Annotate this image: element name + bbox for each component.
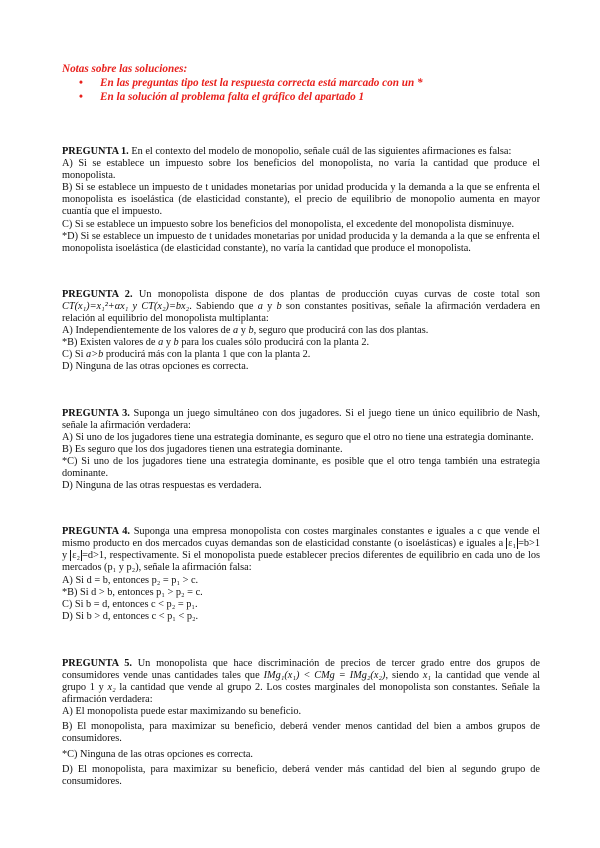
question-1	[62, 146, 540, 255]
question-1-option-b: B) Si se establece un impuesto de t unidades monetarias por unidad producida y la demanda a la que se enfrenta el monopolista es isoelástica (de elasticidad constante), el precio de equilibrio de monopolio aumenta en mayor cuantía que el impuesto.	[62, 182, 540, 218]
elasticity-1: ε₁	[508, 538, 517, 550]
question-4-option-d: D) Si b > d, entonces c < p₁ < p₂.	[62, 610, 199, 622]
exam-page	[62, 62, 540, 788]
question-3-option-a: A) Si uno de los jugadores tiene una estrategia dominante, es seguro que el otro no tiene una estrategia dominante.	[62, 431, 534, 443]
question-5-option-c: *C) Ninguna de las otras opciones es correcta.	[62, 748, 254, 760]
elasticity-2: ε₂	[72, 550, 81, 562]
question-4	[62, 526, 540, 623]
notes-item: • En las preguntas tipo test la respuesta correcta está marcado con un *	[79, 77, 423, 89]
question-5-option-b: B) El monopolista, para maximizar su beneficio, deberá vender menos cantidad del bien a ambos grupos de consumidores.	[62, 721, 540, 745]
notes-list	[62, 76, 540, 104]
question-label: PREGUNTA 1.	[62, 146, 129, 157]
question-5	[62, 658, 540, 788]
question-5-stem: PREGUNTA 5. Un monopolista que hace discriminación de precios de tercer grado entre dos grupos de consumidores vende unas cantidades tales que IMg₁(x₁) < CMg = IMg₂(x₂), siendo x₁ la cantidad que vende al grupo 1 y x₂ la cantidad que vende al grupo 2. Los costes marginales del monopolista son constantes. Señale la afirmación verdadera:	[62, 657, 541, 706]
question-5-option-a: A) El monopolista puede estar maximizando su beneficio.	[62, 706, 302, 718]
bullet-icon: •	[79, 91, 83, 103]
question-2-option-b: *B) Existen valores de a y b para los cuales sólo producirá con la planta 2.	[62, 337, 370, 349]
question-2-option-d: D) Ninguna de las otras opciones es correcta.	[62, 361, 249, 373]
bullet-icon: •	[79, 77, 83, 89]
question-2-option-c: C) Si a>b producirá más con la planta 1 que con la planta 2.	[62, 349, 311, 361]
cost-function-1: CT(x₁)=x₁²+αx₁	[62, 300, 129, 312]
question-2	[62, 289, 540, 374]
notes-title: Notas sobre las soluciones:	[62, 63, 188, 75]
question-1-stem: PREGUNTA 1. En el contexto del modelo de monopolio, señale cuál de las siguientes afirmaciones es falsa:	[62, 146, 512, 157]
question-3-stem: PREGUNTA 3. Suponga un juego simultáneo con dos jugadores. Si el juego tiene un único equilibrio de Nash, señale la afirmación verdadera:	[62, 407, 540, 431]
question-4-option-c: C) Si b = d, entonces c < p₂ = p₁.	[62, 598, 198, 610]
question-3-option-b: B) Es seguro que los dos jugadores tienen una estrategia dominante.	[62, 443, 343, 455]
question-4-option-b: *B) Si d > b, entonces p₁ > p₂ = c.	[62, 586, 203, 598]
question-1-option-d: *D) Si se establece un impuesto de t unidades monetarias por unidad producida y la demanda a la que se enfrenta el monopolista isoelástica (de elasticidad constante), no varía la cantidad que produce el monopolista.	[62, 230, 540, 254]
notes-item: • En la solución al problema falta el gráfico del apartado 1	[79, 91, 365, 103]
question-1-option-c: C) Si se establece un impuesto sobre los beneficios del monopolista, el excedente del monopolista disminuye.	[62, 218, 515, 230]
question-4-option-a: A) Si d = b, entonces p₂ = p₁ > c.	[62, 574, 199, 586]
question-5-option-d: D) El monopolista, para maximizar su beneficio, deberá vender más cantidad del bien al segundo grupo de consumidores.	[62, 763, 540, 787]
cost-function-2: CT(x₂)=bx₂	[141, 300, 190, 312]
question-4-stem: PREGUNTA 4. Suponga una empresa monopolista con costes marginales constantes e iguales a c que vende el mismo producto en dos mercados cuyas demandas son de elasticidad constante (o isoelásticas) e iguales a ε₁ =b>1 y ε₂ =d>1, respectivamente. Si el monopolista puede establecer precios diferentes de equilibrio en cada uno de los mercados (p₁ y p₂), señale la afirmación falsa:	[62, 526, 540, 574]
question-label: PREGUNTA 2.	[62, 288, 133, 300]
question-1-option-a: A) Si se establece un impuesto sobre los beneficios del monopolista, no varía la cantidad que produce el monopolista.	[62, 158, 540, 182]
question-label: PREGUNTA 3.	[62, 407, 130, 419]
question-label: PREGUNTA 5.	[62, 657, 132, 669]
question-2-option-a: A) Independientemente de los valores de a y b, seguro que producirá con las dos plantas.	[62, 325, 429, 337]
question-label: PREGUNTA 4.	[62, 526, 130, 538]
question-2-stem: PREGUNTA 2. Un monopolista dispone de dos plantas de producción cuyas curvas de coste total son CT(x₁)=x₁²+αx₁ y CT(x₂)=bx₂. Sabiendo que a y b son constantes positivas, señale la afirmación verdadera en relación al equilibrio del monopolista multiplanta:	[62, 288, 541, 325]
marginal-revenue-condition: IMg₁(x₁) < CMg = IMg₂(x₂)	[263, 670, 386, 681]
question-3-option-c: *C) Si uno de los jugadores tiene una estrategia dominante, es posible que el otro tenga también una estrategia dominante.	[62, 455, 540, 479]
question-3-option-d: D) Ninguna de las otras respuestas es verdadera.	[62, 480, 262, 492]
question-3	[62, 408, 540, 493]
solution-notes	[62, 62, 540, 104]
